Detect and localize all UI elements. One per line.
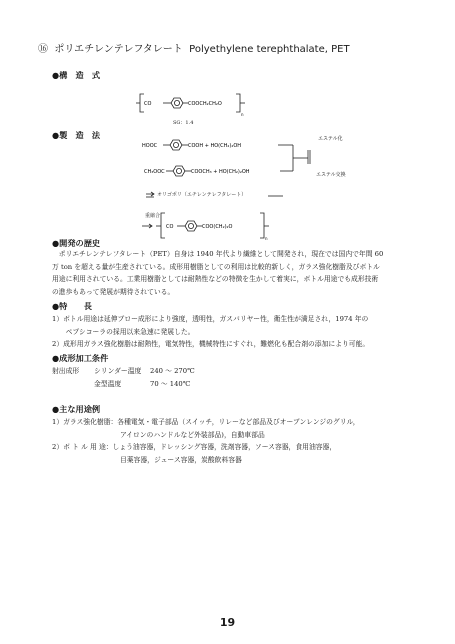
- feature-line: 2）成形用ガラス強化樹脂は耐熱性，電気特性，機械特性にすぐれ，難燃化も配合剤の添加により可能。: [52, 340, 370, 349]
- use-line: アイロンのハンドルなど外装部品)，自動車部品: [52, 430, 265, 439]
- structural-formula: [136, 88, 246, 118]
- use-line: 1）ガラス強化樹脂：各種電気・電子部品（スイッチ，リレーなど部品及びオーブンレンジのグリル，: [52, 418, 360, 426]
- svg-text:COOH + HO(CH₂)₂OH: COOH + HO(CH₂)₂OH: [188, 143, 242, 149]
- history-line: 用途に利用されている。工業用樹脂としては耐熱性などの特徴を生かして着実に，ボトル用途でも成形技術: [52, 275, 379, 284]
- oligomer-label: オリゴポリ（エチレンテレフタレート）: [157, 192, 247, 198]
- svg-text:CO: CO: [144, 101, 152, 107]
- svg-text:COO(CH₂)₂O: COO(CH₂)₂O: [202, 224, 233, 230]
- processing-label: 金型温度: [94, 379, 122, 388]
- svg-text:COOCH₃ + HO(CH₂)₂OH: COOCH₃ + HO(CH₂)₂OH: [191, 169, 250, 175]
- svg-text:COOCH₂CH₂O: COOCH₂CH₂O: [188, 101, 222, 107]
- svg-text:n: n: [265, 236, 268, 241]
- label-esterification: エステル化: [318, 136, 343, 142]
- features-body: [52, 313, 369, 351]
- history-heading: ●開発の歴史: [52, 238, 101, 248]
- svg-text:CH₃OOC: CH₃OOC: [144, 169, 165, 175]
- history-line: の進歩もあって発展が期待されている。: [52, 287, 175, 296]
- use-line: 目薬容器，ジュース容器，炭酸飲料容器: [52, 455, 242, 464]
- specific-gravity: SG：1.4: [173, 120, 194, 126]
- history-line: 万 ton を超える量が生産されている。成形用樹脂としての利用は比較的新しく，ガラス強化樹脂及びボトル: [52, 262, 380, 271]
- processing-value: 240 ～ 270℃: [150, 367, 195, 375]
- svg-text:CO: CO: [166, 224, 174, 230]
- processing-label: シリンダー温度: [94, 367, 142, 375]
- polycondensation-label: 重縮合: [145, 213, 161, 219]
- page-number: 19: [219, 616, 236, 629]
- title-english: Polyethylene terephthalate, PET: [189, 44, 350, 55]
- title-number: ⑯: [38, 44, 48, 55]
- processing-method: 射出成形: [52, 367, 80, 375]
- title-japanese: ポリエチレンテレフタレート: [54, 44, 183, 55]
- label-ester-exchange: エステル交換: [316, 172, 346, 178]
- processing-heading: ●成形加工条件: [52, 353, 109, 363]
- svg-text:HOOC: HOOC: [142, 143, 158, 149]
- processing-value: 70 ～ 140℃: [150, 379, 191, 388]
- history-line: ポリエチレンテレフタレート（PET）自身は 1940 年代より繊維として開発され，現在では国内で年間 60: [52, 250, 384, 258]
- uses-body: [52, 416, 360, 466]
- feature-line: 1）ボトル用途は延伸ブロー成形により強度，透明性，ガスバリヤー性，衛生性が満足され，1974 年の: [52, 315, 369, 323]
- page-title: [38, 40, 350, 55]
- process-heading: ●製 造 法: [52, 130, 101, 140]
- svg-text:n: n: [241, 112, 244, 117]
- features-heading: ●特 長: [52, 301, 92, 311]
- use-line: 2）ボ ト ル 用 途：しょう油容器，ドレッシング容器，洗剤容器，ソース容器，食用油容器，: [52, 443, 337, 452]
- history-body: [52, 248, 383, 298]
- feature-line: ペプシコーラの採用以来急速に発展した。: [52, 327, 195, 336]
- uses-heading: ●主な用途例: [52, 404, 101, 414]
- structure-heading: ●構 造 式: [52, 70, 101, 80]
